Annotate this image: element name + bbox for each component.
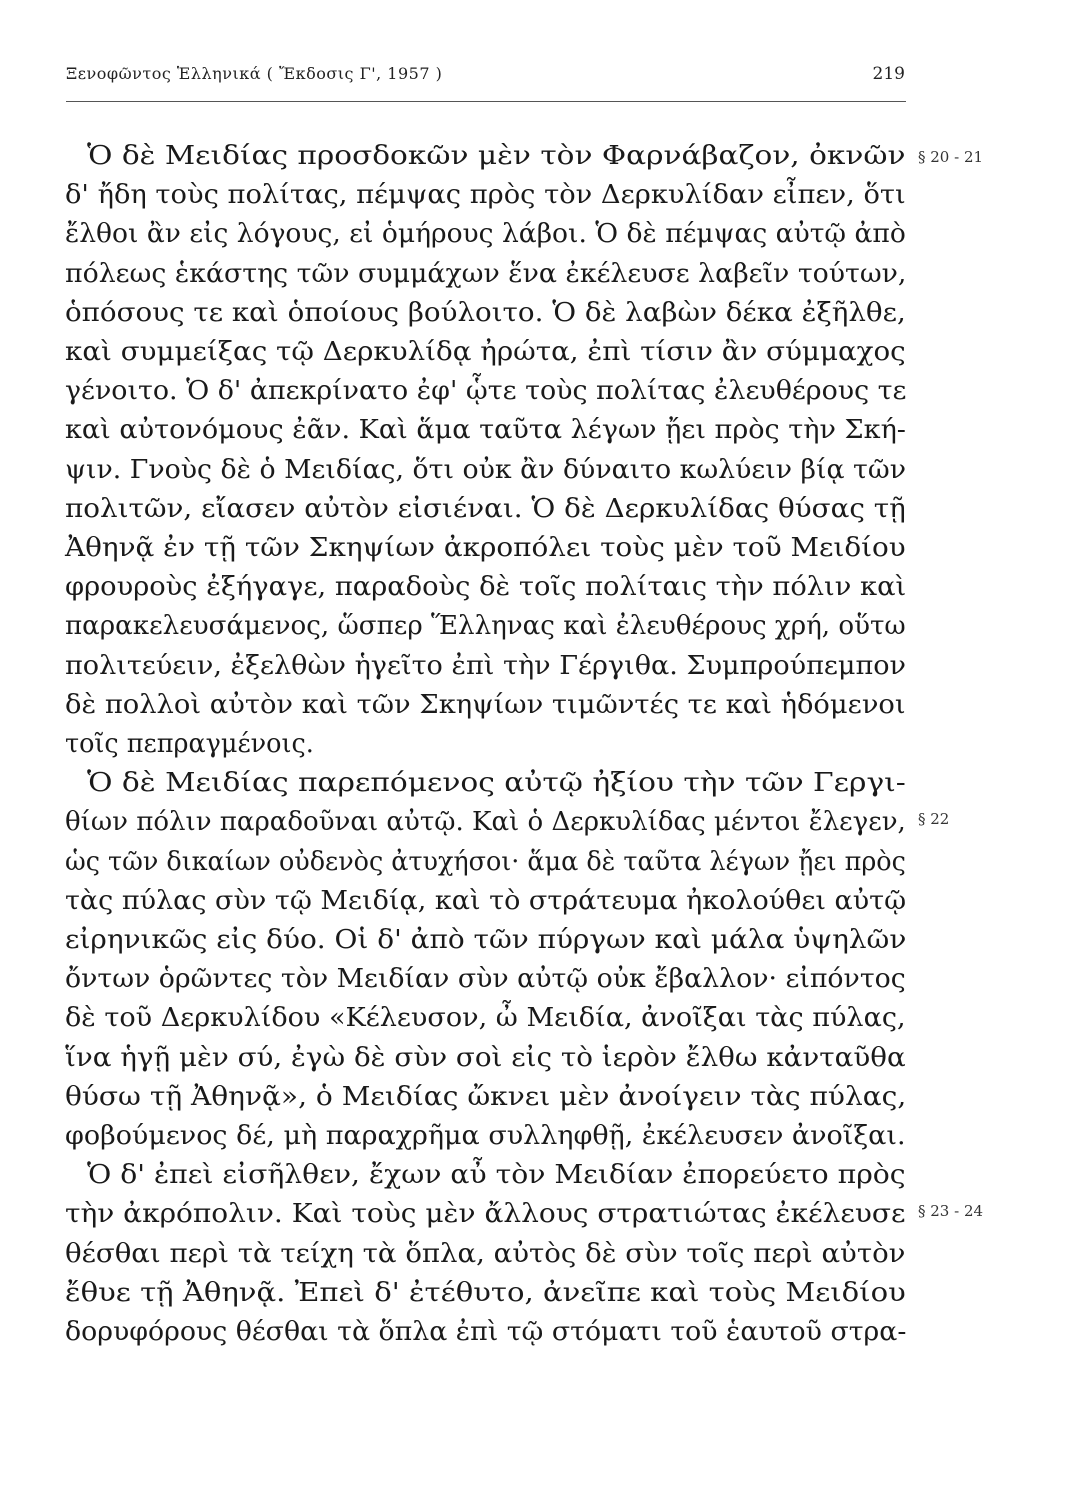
page-number: 219 xyxy=(872,64,905,84)
text-line: καὶ αὐτονόμους ἐᾶν. Καὶ ἅμα ταῦτα λέγων ᾔει πρὸς τὴν Σκή- xyxy=(65,415,906,446)
text-line: ἵνα ἡγῇ μὲν σύ, ἐγὼ δὲ σὺν σοὶ εἰς τὸ ἱερὸν ἔλθω κἀνταῦθα xyxy=(65,1042,906,1073)
header-rule xyxy=(66,101,906,102)
section-marker: § 20 - 21 xyxy=(918,148,984,166)
text-line: ἔλθοι ἂν εἰς λόγους, εἰ ὁμήρους λάβοι. Ὁ δὲ πέμψας αὐτῷ ἀπὸ xyxy=(65,219,906,250)
text-line: φοβούμενος δέ, μὴ παραχρῆμα συλληφθῇ, ἐκέλευσεν ἀνοῖξαι. xyxy=(65,1121,906,1151)
text-line: ψιν. Γνοὺς δὲ ὁ Μειδίας, ὅτι οὐκ ἂν δύναιτο κωλύειν βίᾳ τῶν xyxy=(65,454,906,485)
text-line: θίων πόλιν παραδοῦναι αὐτῷ. Καὶ ὁ Δερκυλίδας μέντοι ἔλεγεν, xyxy=(65,807,906,838)
section-marker: § 23 - 24 xyxy=(918,1202,984,1220)
text-line: θέσθαι περὶ τὰ τείχη τὰ ὅπλα, αὐτὸς δὲ σὺν τοῖς περὶ αὐτὸν xyxy=(65,1238,906,1269)
text-line: δὲ τοῦ Δερκυλίδου «Κέλευσον, ὦ Μειδία, ἀνοῖξαι τὰς πύλας, xyxy=(65,1003,906,1034)
text-line: δορυφόρους θέσθαι τὰ ὅπλα ἐπὶ τῷ στόματι τοῦ ἑαυτοῦ στρα- xyxy=(65,1317,907,1347)
text-line: φρουροὺς ἐξήγαγε, παραδοὺς δὲ τοῖς πολίταις τὴν πόλιν καὶ xyxy=(65,572,907,603)
text-line: πολιτεύειν, ἐξελθὼν ἡγεῖτο ἐπὶ τὴν Γέργιθα. Συμπρούπεμπον xyxy=(65,650,906,681)
text-line: Ὁ δ' ἐπεὶ εἰσῆλθεν, ἔχων αὖ τὸν Μειδίαν ἐπορεύετο πρὸς xyxy=(87,1160,906,1191)
text-line: δ' ἤδη τοὺς πολίτας, πέμψας πρὸς τὸν Δερκυλίδαν εἶπεν, ὅτι xyxy=(65,180,906,211)
text-line: παρακελευσάμενος, ὥσπερ Ἕλληνας καὶ ἐλευθέρους χρή, οὕτω xyxy=(65,611,906,642)
text-line: Ὁ δὲ Μειδίας παρεπόμενος αὐτῷ ἠξίου τὴν τῶν Γεργι- xyxy=(87,768,906,799)
text-line: θύσω τῇ Ἀθηνᾷ», ὁ Μειδίας ὤκνει μὲν ἀνοίγειν τὰς πύλας, xyxy=(65,1081,907,1112)
section-marker: § 22 xyxy=(918,810,950,828)
text-line: καὶ συμμείξας τῷ Δερκυλίδᾳ ἠρώτα, ἐπὶ τίσιν ἂν σύμμαχος xyxy=(65,337,906,367)
text-line: ὄντων ὁρῶντες τὸν Μειδίαν σὺν αὐτῷ οὐκ ἔβαλλον· εἰπόντος xyxy=(65,964,906,995)
text-line: γένοιτο. Ὁ δ' ἀπεκρίνατο ἐφ' ᾧτε τοὺς πολίτας ἐλευθέρους τε xyxy=(65,376,907,407)
text-line: Ὁ δὲ Μειδίας προσδοκῶν μὲν τὸν Φαρνάβαζον, ὀκνῶν xyxy=(87,141,906,171)
text-line: εἰρηνικῶς εἰς δύο. Οἱ δ' ἀπὸ τῶν πύργων καὶ μάλα ὑψηλῶν xyxy=(65,925,907,955)
text-line: Ἀθηνᾷ ἐν τῇ τῶν Σκηψίων ἀκροπόλει τοὺς μὲν τοῦ Μειδίου xyxy=(65,533,906,563)
text-line: δὲ πολλοὶ αὐτὸν καὶ τῶν Σκηψίων τιμῶντές τε καὶ ἡδόμενοι xyxy=(65,689,906,720)
text-line: πόλεως ἑκάστης τῶν συμμάχων ἕνα ἐκέλευσε λαβεῖν τούτων, xyxy=(65,258,907,289)
text-line: ὡς τῶν δικαίων οὐδενὸς ἀτυχήσοι· ἅμα δὲ ταῦτα λέγων ᾔει πρὸς xyxy=(65,846,906,877)
text-line: τὰς πύλας σὺν τῷ Μειδίᾳ, καὶ τὸ στράτευμα ἠκολούθει αὐτῷ xyxy=(65,885,907,916)
text-line: τοῖς πεπραγμένοις. xyxy=(65,729,314,759)
text-line: πολιτῶν, εἴασεν αὐτὸν εἰσιέναι. Ὁ δὲ Δερκυλίδας θύσας τῇ xyxy=(65,493,906,524)
text-line: ἔθυε τῇ Ἀθηνᾷ. Ἐπεὶ δ' ἐτέθυτο, ἀνεῖπε καὶ τοὺς Μειδίου xyxy=(65,1277,906,1308)
text-line: τὴν ἀκρόπολιν. Καὶ τοὺς μὲν ἄλλους στρατιώτας ἐκέλευσε xyxy=(65,1199,906,1230)
text-line: ὁπόσους τε καὶ ὁποίους βούλοιτο. Ὁ δὲ λαβὼν δέκα ἐξῆλθε, xyxy=(65,297,906,328)
running-head: Ξενοφῶντος Ἑλληνικά ( Ἔκδοσις Γ', 1957 ) xyxy=(66,64,443,83)
